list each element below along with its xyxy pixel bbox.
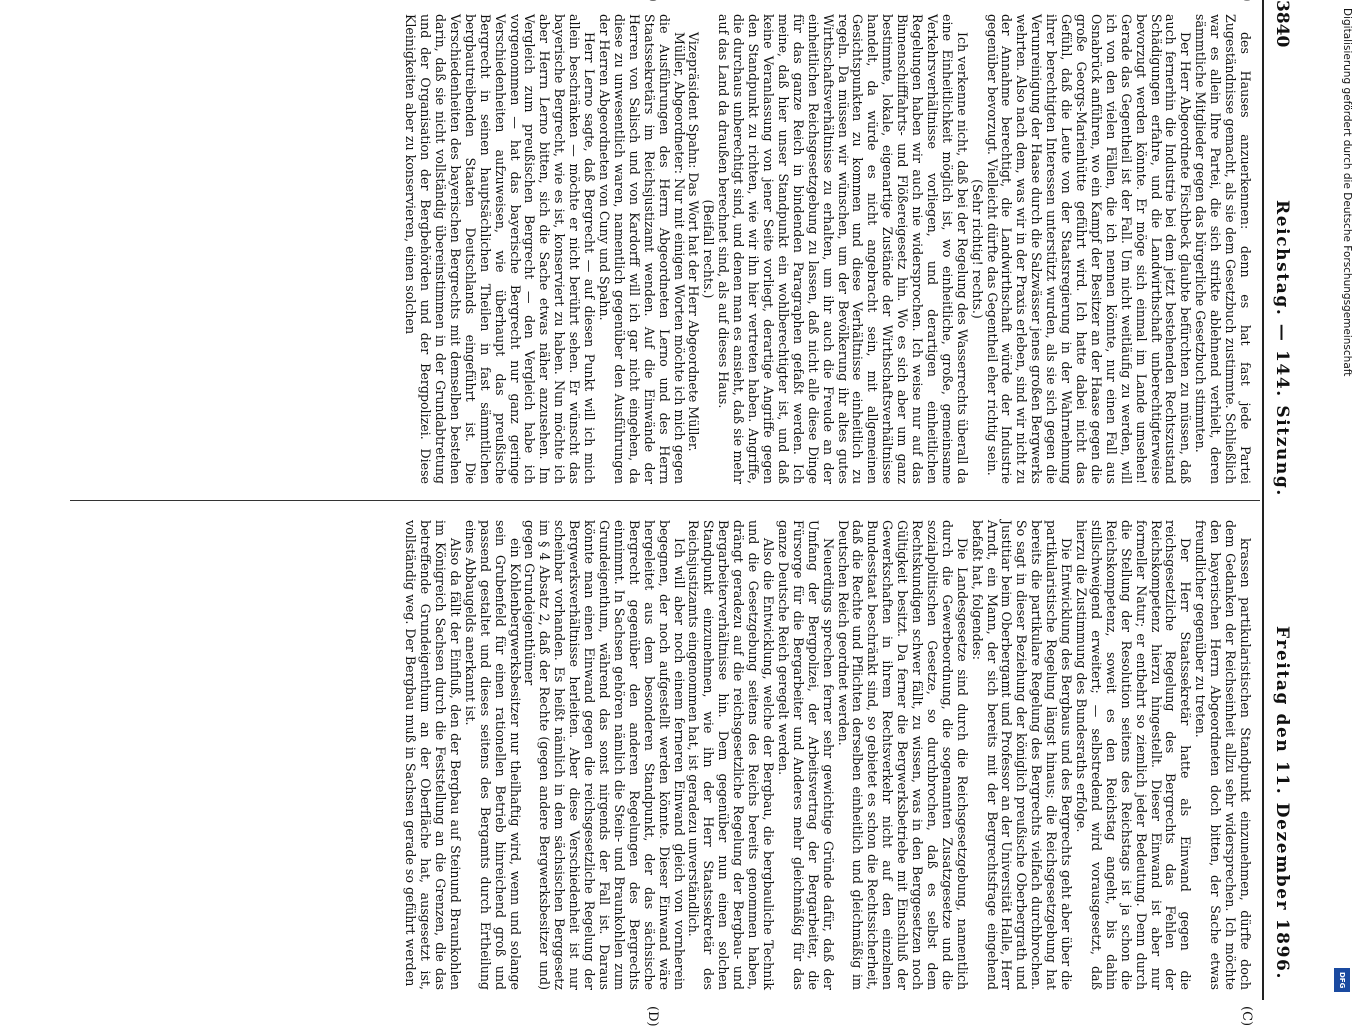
paragraph: Also da fällt der Einfluß, den der Bergbau auf Steinund Braunkohlen im Königreich Sachsen durch die Feststellung an die Grenzen, die das betreffende Grundeigenthum an der Oberfläche hat, ausgesetzt ist, vollständig weg. Der Bergbau muß in Sachsen gerade so geführt werden — [403, 520, 463, 990]
page-number: 3840 — [1272, 0, 1292, 48]
paragraph: Der Herr Abgeordnete Fischbeck glaubte befürchten zu müssen, daß auch fernerhin die Industrie bei dem jetzt bestehenden Rechtszustand Schädigungen erfahre, und die Landwirthschaft unberechtigterweise bevorzugt werden könnte. Er möge sich einmal im Lande umsehen! Gerade das Gegentheil ist der Fall. Um nicht weitläufig zu werden, will ich von den vielen Fällen, die ich nennen könnte, nur einen Fall aus Osnabrück anführen, wo ein Kampf der Besitzer an der Haase gegen die große Georgs-Marienhütte geführt wird. Ich hatte dabei nicht das Gefühl, daß die Leute von der Staatsregierung in der Wahrnehmung ihrer berechtigten Interessen unterstützt wurden, als sie sich gegen die Verunreinigung der Haase durch die Salzwässer jenes großen Bergwerks wehrten. Also nach dem, was wir in der Praxis erleben, sind wir nicht zu der Annahme berechtigt, die Landwirthschaft würde der Industrie gegenüber bevorzugt. Vielleicht dürfte das Gegentheil eher richtig sein. — [984, 14, 1194, 484]
paragraph: Vizepräsident Spahn: Das Wort hat der Herr Abgeordnete Müller. — [686, 32, 702, 452]
right-column — [402, 520, 1252, 990]
column-divider — [70, 500, 1260, 501]
paragraph: Also die Entwicklung, welche der Bergbau, die bergbauliche Technik und die Gesetzgebung seitens des Reichs bereits genommen haben, drängt geradezu auf die reichsgesetzliche Regelung der Bergbau- und Bergarbeiterverhältnisse hin. Dem gegenüber nun einen solchen Standpunkt einzunehmen, wie ihn der Herr Staatssekretär des Reichsjustizamts eingenommen hat, ist geradezu unverständlich. — [686, 520, 776, 990]
margin-mark-d: (D) — [645, 1006, 660, 1027]
paragraph: krassen partikularistischen Standpunkt einzunehmen, dürfte doch dem Gedanken der Reichseinheit allzu sehr widersprechen. Ich möchte den bayerischen Herrn Abgeordneten doch bitten, der Sache etwas freundlicher gegenüber zu treten. — [1193, 520, 1253, 990]
paragraph: Ich verkenne nicht, daß bei der Regelung des Wasserrechts überall da eine Einheitlichkeit möglich ist, wo einheitliche, große, gemeinsame Verkehrsverhältnisse vorliegen, und derartigen einheitlichen Regelungen haben wir auch nie widersprochen. Ich weise nur auf das Binnenschifffahrts- und Flößereigesetz hin. Wo es sich aber um ganz bestimmte, lokale, eigenartige Zustände der Wirthschaftsverhältnisse handelt, da würde es nicht angebracht sein, mit allgemeinen Gesichtspunkten zu kommen und diese Verhältnisse einheitlich zu regeln. Da müssen wir wünschen, um der Bevölkerung ihr altes gutes Wirthschaftsverhältnisse zu erhalten, um ihr auch die Freude an der einheitlichen Reichsgesetzgebung zu lassen, daß nicht alle diese Dinge für das ganze Reich in bindenden Paragraphen gefaßt werden. Ich meine, daß hier unser Standpunkt ein wohlberechtigter ist, und daß keine Veranlassung von jener Seite vorliegt, derartige Angriffe gegen den Standpunkt zu richten, wie wir ihn hier vertreten haben. Angriffe, die durchaus unberechtigt sind, und denen man es ansieht, daß sie mehr auf das Land da draußen berechnet sind, als auf dieses Haus. — [716, 14, 970, 484]
header-rule — [1262, 0, 1264, 1000]
paragraph: Müller, Abgeordneter: Nur mit einigen Worten möchte ich mich gegen die Ausführungen des Herrn Abgeordneten Lerno und des Herrn Staatssekretärs im Reichsjustizamt wenden. Auf die Einwände der Herren von Salisch und von Kardorff will ich gar nicht eingehen, da diese zu unwesentlich waren, namentlich gegenüber den Ausführungen der Herren Abgeordneten von Cuny und Spahn. — [597, 14, 687, 484]
interjection: (Beifall rechts.) — [701, 199, 717, 299]
paragraph: Ich will aber noch einem ferneren Einwand gleich von vornherein begegnen, der noch aufgestellt werden könnte. Dieser Einwand wäre hergeleitet aus dem besonderen Standpunkt, der das sächsische Bergrecht gegenüber den anderen Regelungen des Bergrechts einnimmt. In Sachsen gehören nämlich die Stein- und Braunkohlen zum Grundeigenthum, während das sonst nirgends der Fall ist. Daraus könnte man einen Einwand gegen die reichsgesetzliche Regelung der Bergwerksverhältnisse herleiten. Aber diese Verschiedenheit ist nur scheinbar vorhanden. Es heißt nämlich in dem sächsischen Berggesetz im § 4 Absatz 2, daß der Rechte (gegen andere Bergwerksbesitzer und) gegen Grundeigenthümer — [522, 520, 687, 990]
quotation: Die Landesgesetze sind durch die Reichsgesetzgebung, namentlich durch die Gewerbeordnung, die sogenannten Zusatzgesetze und die sozialpolitischen Gesetze, so durchbrochen, daß es selbst dem Rechtskundigen schwer fällt, zu wissen, was in den Berggesetzen noch Gültigkeit besitzt. Da ferner die Bergwerksbetriebe mit Einschluß der Gewerkschaften in ihrem Rechtsverkehr nicht auf den einzelnen Bundesstaat beschränkt sind, so gebietet es schon die Rechtssicherheit, daß die Rechte und Pflichten derselben einheitlich und gleichmäßig im Deutschen Reich geordnet werden. — [835, 520, 970, 990]
dfg-logo: DFG — [1334, 968, 1350, 992]
paragraph: Der Herr Staatssekretär hatte als Einwand gegen die reichsgesetzliche Regelung des Bergrechts das Fehlen der Reichskompetenz hierzu hingestellt. Dieser Einwand ist aber nur formeller Natur; er entbehrt so ziemlich jeder Bedeutung. Denn durch die Stellung der Resolution seitens des Reichstags ist ja schon die Reichskompetenz, soweit es den Reichstag angeht, bis dahin stillschweigend erweitert; — selbstredend wird vorausgesetzt, daß hierzu die Zustimmung des Bundesraths erfolge. — [1074, 520, 1194, 990]
quotation: ein Kohlenbergwerksbesitzer nur theilhaftig wird, wenn und solange sein Grubenfeld für einen rationellen Betrieb hinreichend groß und passend gestaltet und dieses seitens des Bergamts durch Ertheilung eines Abbaugelds anerkannt ist. — [462, 520, 523, 990]
paragraph: Herr Lerno sagte, daß Bergrecht — auf diesen Punkt will ich mich allein beschränken — möchte er nicht berührt sehen. Er wünscht das bayerische Bergrecht, wie es ist, konserviert zu haben. Nun möchte ich aber Herrn Lerno bitten, sich die Sache etwas näher anzusehen. Im Vergleich zum preußischen Bergrecht — den Vergleich habe ich vorgenommen — hat das bayerische Bergrecht nur ganz geringe Verschiedenheiten aufzuweisen, wie überhaupt das preußische Bergrecht in seinen hauptsächlichen Theilen in fast sämmtlichen bergbautreibenden Staaten Deutschlands eingeführt ist. Die Verschiedenheiten des bayerischen Bergrechts mit demselben bestehen darin, daß sie nicht vollständig übereinstimmen in der Grundabtretung und der Organisation der Bergbehörden und der Bergpolizei. Diese Kleinigkeiten aber zu konservieren, einen solchen — [403, 14, 598, 484]
paragraph: Die Entwicklung des Bergbaus und des Bergrechts geht aber über die partikularistische Regelung längst hinaus; die Reichsgesetzgebung hat bereits die partikulare Regelung des Bergrechts vielfach durchbrochen. So sagt in dieser Beziehung der königlich preußische Oberbergrath und Justitiar beim Oberbergamt und Professor an der Universität Halle, Herr Arndt, ein Mann, der sich bereits mit der Bergrechtsfrage eingehend befaßt hat, folgendes: — [969, 520, 1075, 990]
page-title: Reichstag. — 144. Sitzung. — [1272, 200, 1292, 497]
digitization-footer — [1331, 0, 1353, 1000]
margin-mark-c: (C) — [1239, 1006, 1254, 1027]
interjection: (Sehr richtig! rechts.) — [969, 179, 985, 319]
left-column — [402, 14, 1252, 484]
quotation: Neuerdings sprechen ferner sehr gewichtige Gründe dafür, daß der Umfang der Bergpolizei, der Arbeitsvertrag der Bergarbeiter, die Fürsorge für die Bergarbeiter und Anderes mehr gleichmäßig für das ganze Deutsche Reich geregelt werden. — [775, 520, 836, 990]
page-header — [1264, 0, 1292, 1000]
rotated-content — [60, 0, 1300, 1027]
margin-mark-b — [645, 0, 660, 2]
page-date: Freitag den 11. Dezember 1896. — [1272, 626, 1292, 980]
margin-mark-a — [1239, 0, 1254, 2]
paragraph: des Hauses anzuerkennen: denn es hat fast jede Partei Zugeständnisse gemacht, als sie dem Gesetzbuch zustimmte. Schließlich war es allein Ihre Partei, die sich strikte ablehnend verhielt, deren sämmtliche Mitglieder gegen das bürgerliche Gesetzbuch stimmten. — [1193, 14, 1253, 484]
funding-note: Digitalisierung gefördert durch die Deutsche Forschungsgemeinschaft — [1341, 8, 1353, 377]
